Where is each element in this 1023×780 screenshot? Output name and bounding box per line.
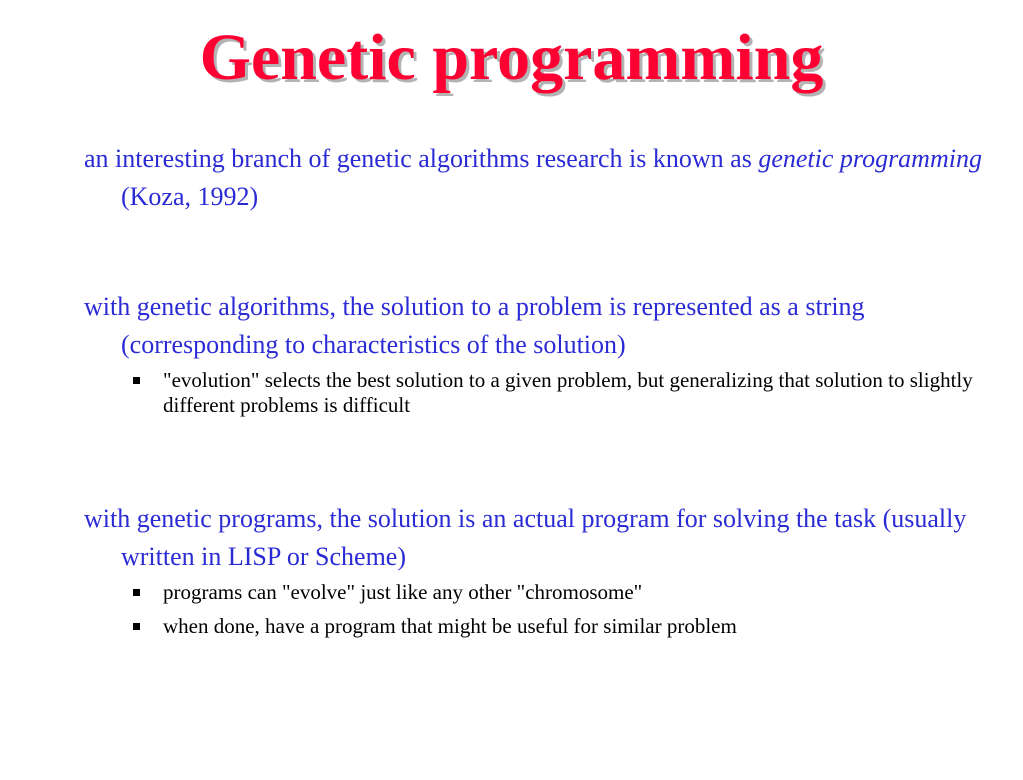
genetic-programming-term: genetic programming (758, 144, 982, 173)
content-block-koza (84, 140, 994, 216)
paragraph-genetic-programming-intro (84, 140, 994, 216)
content-block-genetic-programs (84, 500, 994, 639)
bullet-item (163, 368, 994, 418)
paragraph-genetic-programs: with genetic programs, the solution is an actual program for solving the task (usually written in LISP or Scheme) (84, 504, 967, 571)
bullet-list-genetic-programs (84, 580, 994, 639)
bullet-text: "evolution" selects the best solution to a given problem, but generalizing that solution to slightly different problems is difficult (163, 368, 973, 417)
square-bullet-icon (133, 377, 140, 384)
bullet-text: when done, have a program that might be useful for similar problem (163, 614, 737, 638)
bullet-item (163, 614, 994, 639)
content-block-genetic-algorithms (84, 288, 994, 418)
bullet-item (163, 580, 994, 605)
bullet-list-genetic-algorithms (84, 368, 994, 418)
slide-body (84, 140, 994, 648)
paragraph-genetic-algorithms: with genetic algorithms, the solution to a problem is represented as a string (corresponding to characteristics of the solution) (84, 292, 865, 359)
square-bullet-icon (133, 623, 140, 630)
koza-citation: (Koza, 1992) (121, 182, 259, 211)
intro-text: an interesting branch of genetic algorithms research is known as (84, 144, 759, 173)
bullet-text: programs can "evolve" just like any other "chromosome" (163, 580, 643, 604)
square-bullet-icon (133, 589, 140, 596)
slide-title: Genetic programming (199, 21, 824, 94)
